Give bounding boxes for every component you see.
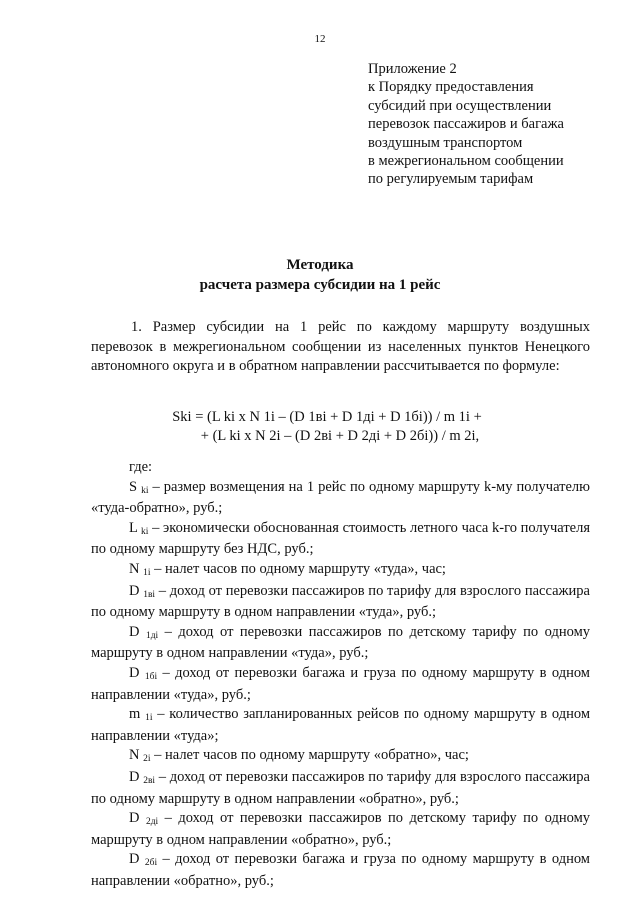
definition-item xyxy=(91,519,590,560)
definitions-section xyxy=(91,458,590,891)
definition-text: – налет часов по одному маршруту «обратно», час; xyxy=(150,747,469,764)
definition-item xyxy=(91,768,590,809)
definition-subscript: 2бi xyxy=(144,858,158,869)
definition-subscript: 1дi xyxy=(145,630,159,641)
definition-text: – размер возмещения на 1 рейс по одному маршруту k-му получателю «туда-обратно», руб.; xyxy=(91,478,590,517)
definition-text: – доход от перевозки пассажиров по тарифу для взрослого пассажира по одному маршруту в одном направлении «туда», руб.; xyxy=(91,582,590,621)
definition-item xyxy=(91,560,590,582)
definition-symbol: D 2вi xyxy=(129,768,156,786)
definition-subscript: ki xyxy=(141,485,149,496)
definition-text: – доход от перевозки пассажиров по тарифу для взрослого пассажира по одному маршруту в одном направлении «обратно», руб.; xyxy=(91,768,590,807)
definition-text: – доход от перевозки багажа и груза по одному маршруту в одном направлении «обратно», руб.; xyxy=(91,851,590,889)
definition-subscript: 1i xyxy=(143,567,151,578)
formula-line-1: Ski = (L ki x N 1i – (D 1вi + D 1дi + D 1бi)) / m 1i + xyxy=(172,409,482,425)
definition-item xyxy=(91,850,590,891)
definition-symbol: N 1i xyxy=(129,560,151,578)
definition-subscript: 2дi xyxy=(145,817,159,828)
page-number: 12 xyxy=(314,33,326,45)
definition-subscript: 2вi xyxy=(143,775,156,786)
appendix-line: к Порядку предоставления xyxy=(368,79,534,96)
appendix-line: перевозок пассажиров и багажа xyxy=(368,116,564,133)
definition-item xyxy=(91,664,590,705)
definition-item xyxy=(91,809,590,850)
definition-subscript: 1бi xyxy=(144,671,158,682)
definition-symbol: D 1вi xyxy=(129,582,156,600)
definition-subscript: ki xyxy=(141,526,149,537)
appendix-line: в межрегиональном сообщении xyxy=(368,153,564,170)
definition-subscript: 1вi xyxy=(143,589,156,600)
definition-item xyxy=(91,582,590,623)
definition-text: – доход от перевозки багажа и груза по одному маршруту в одном направлении «туда», руб.; xyxy=(91,664,590,703)
definition-item xyxy=(91,705,590,746)
definition-text: – налет часов по одному маршруту «туда», час; xyxy=(150,560,446,577)
appendix-header xyxy=(368,60,628,189)
definition-symbol: S ki xyxy=(129,478,149,496)
definition-symbol: L ki xyxy=(129,519,149,537)
definition-item xyxy=(91,623,590,664)
formula-line-2: + (L ki x N 2i – (D 2вi + D 2дi + D 2бi)) / m 2i, xyxy=(200,428,480,444)
definition-text: – доход от перевозки пассажиров по детскому тарифу по одному маршруту в одном направлении «обратно», руб.; xyxy=(91,810,590,848)
where-label: где: xyxy=(129,459,153,475)
definition-item xyxy=(91,478,590,519)
definition-symbol: D 1бi xyxy=(129,664,158,682)
definition-symbol: N 2i xyxy=(129,747,151,765)
definition-symbol: D 2бi xyxy=(129,851,158,869)
definition-subscript: 1i xyxy=(145,713,153,724)
definition-subscript: 2i xyxy=(143,754,151,765)
definition-item xyxy=(91,746,590,768)
appendix-line: Приложение 2 xyxy=(368,61,457,77)
title-line-2: расчета размера субсидии на 1 рейс xyxy=(199,277,441,293)
definition-symbol: m 1i xyxy=(129,706,153,724)
definition-symbol: D 1дi xyxy=(129,623,159,641)
appendix-line: по регулируемым тарифам xyxy=(368,171,534,188)
document-title xyxy=(0,255,640,295)
definition-symbol: D 2дi xyxy=(129,810,159,828)
title-line-1: Методика xyxy=(286,257,354,273)
definition-text: – экономически обоснованная стоимость летного часа k-го получателя по одному маршруту без НДС, руб.; xyxy=(91,519,590,558)
definition-text: – доход от перевозки пассажиров по детскому тарифу по одному маршруту в одном направлении «туда», руб.; xyxy=(91,623,590,662)
appendix-line: воздушным транспортом xyxy=(368,134,523,151)
definitions-list xyxy=(91,478,590,892)
definition-text: – количество запланированных рейсов по одному маршруту в одном направлении «туда»; xyxy=(91,706,591,744)
paragraph-1: 1. Размер субсидии на 1 рейс по каждому маршруту воздушных перевозок в межрегиональном сообщении из населенных пунктов Ненецкого автономного округа и в обратном направлении рассчитывается по формуле: xyxy=(91,319,590,374)
appendix-line: субсидий при осуществлении xyxy=(368,97,552,114)
